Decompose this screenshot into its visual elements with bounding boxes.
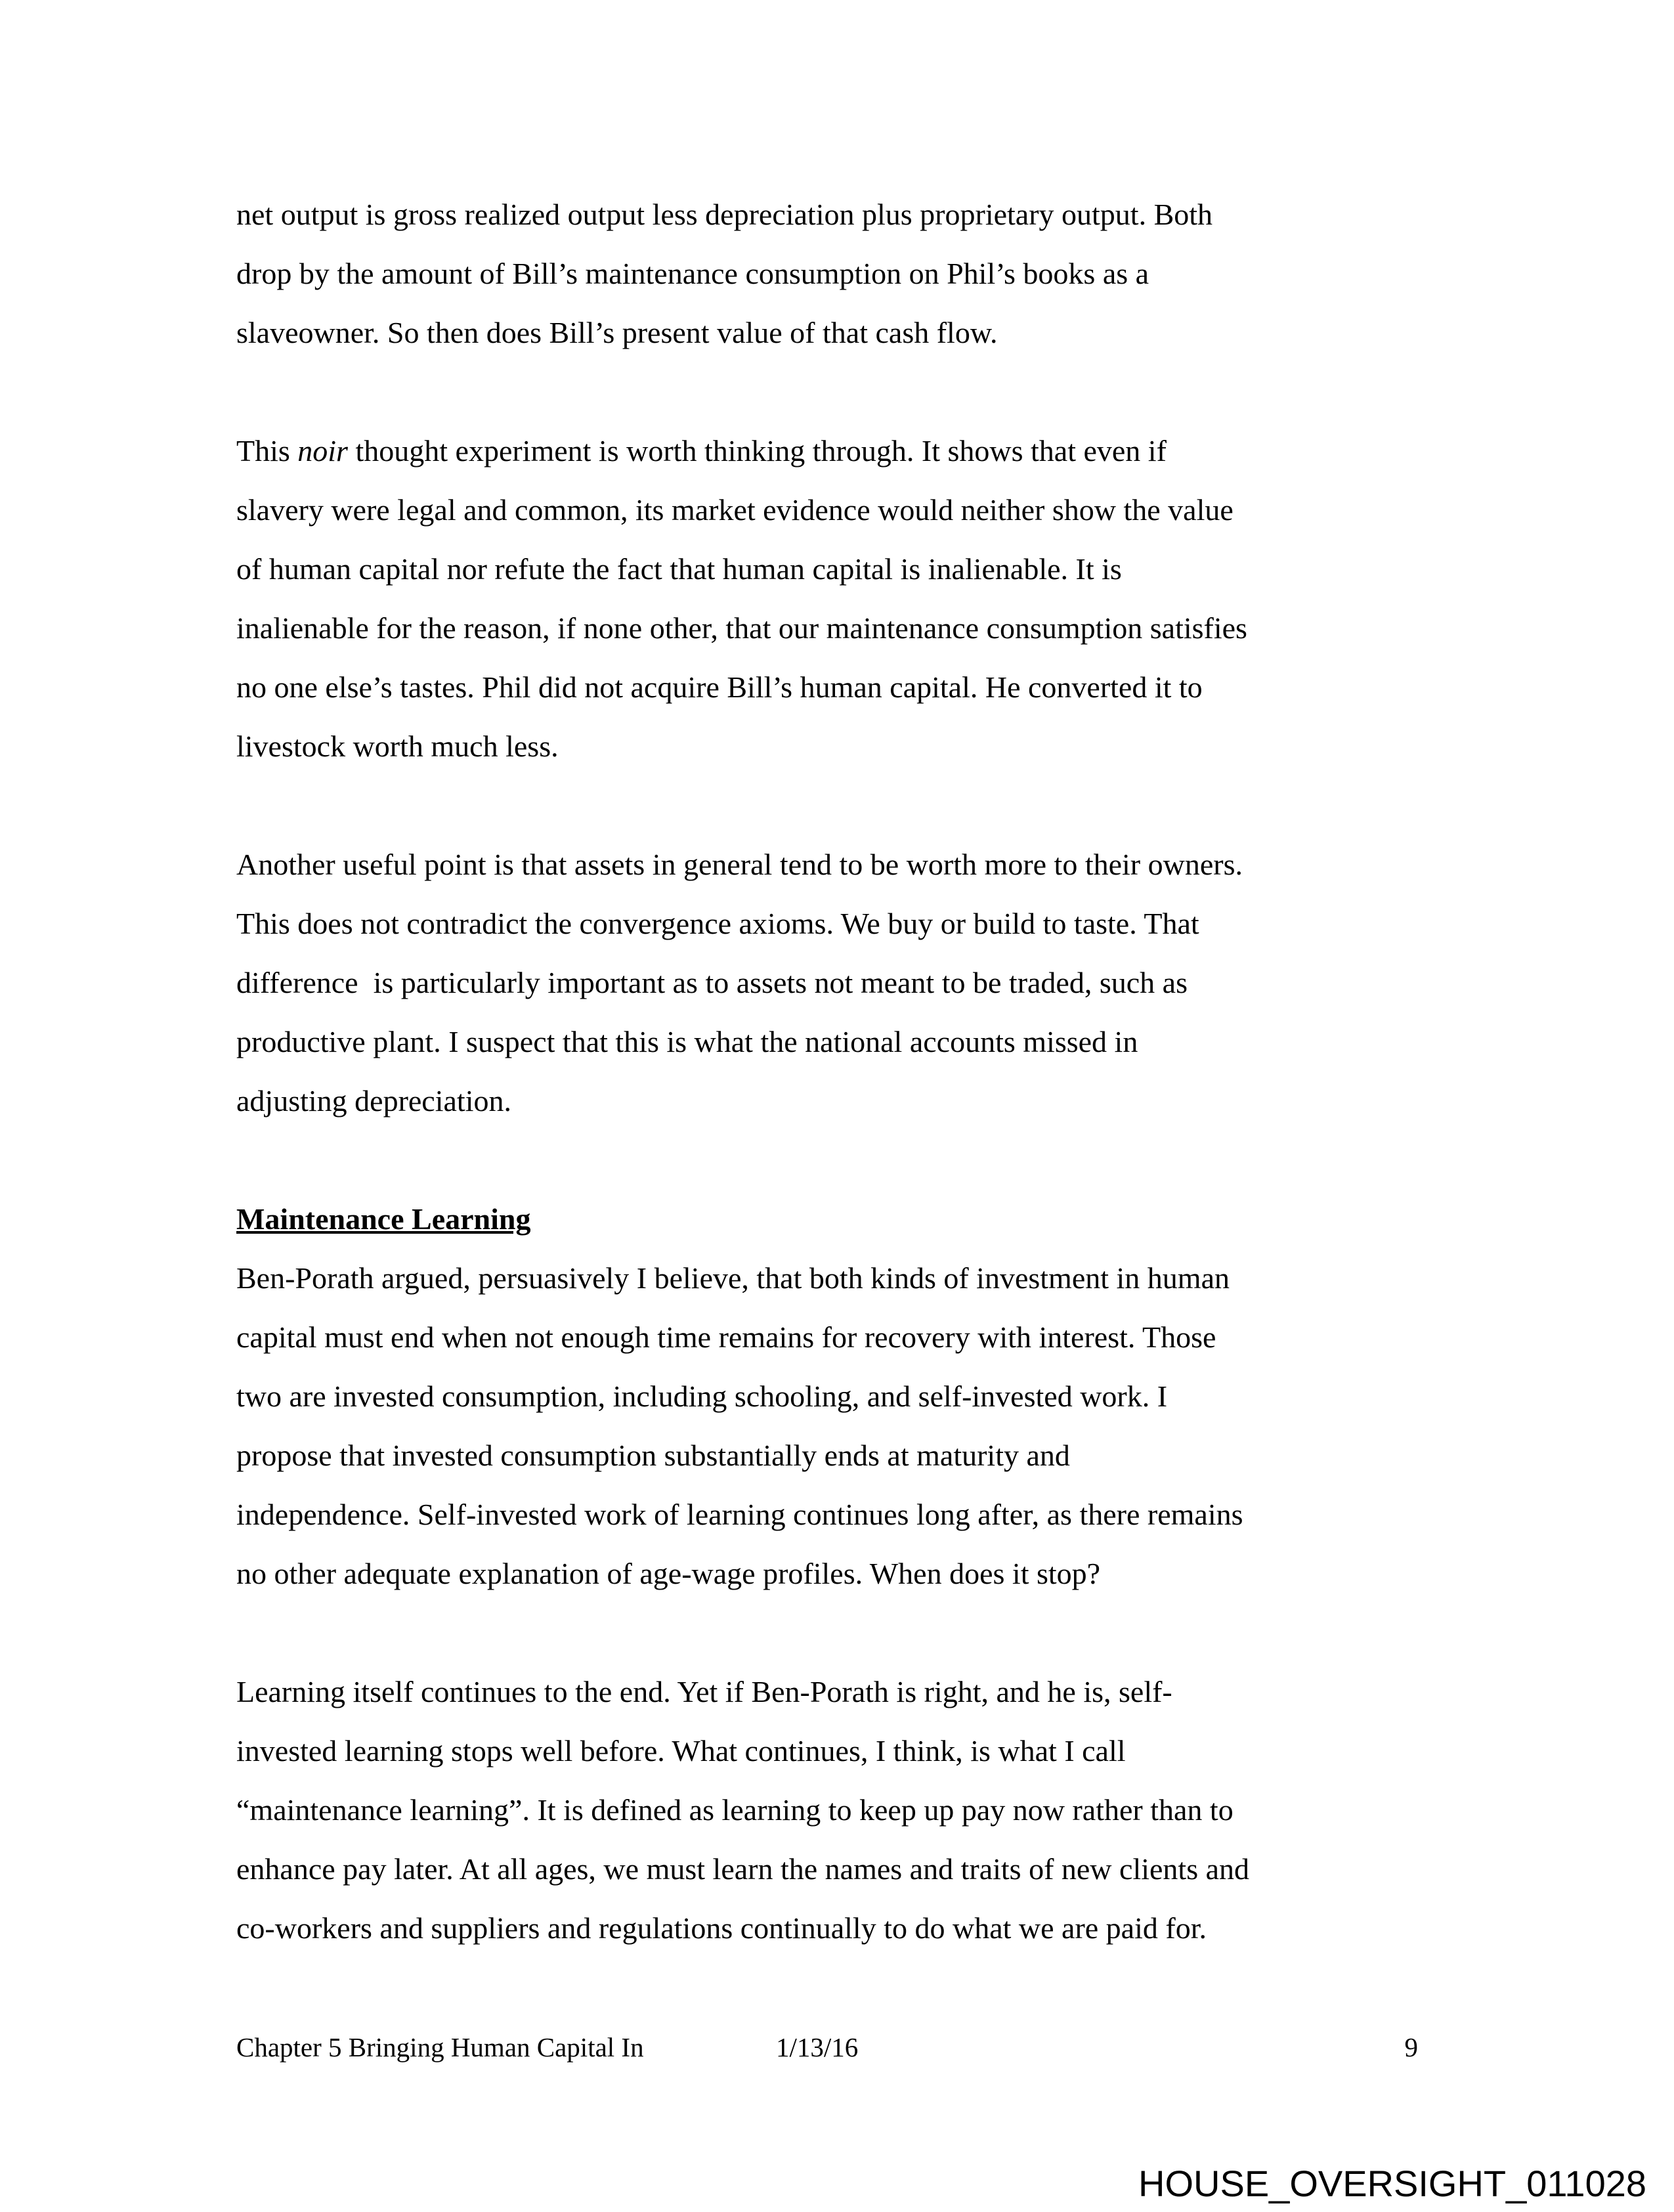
body-text-line: Learning itself continues to the end. Yet if Ben-Porath is right, and he is, self- (236, 1675, 1172, 1708)
body-text-line: no one else’s tastes. Phil did not acquire Bill’s human capital. He converted it to (236, 670, 1203, 704)
body-text-line: independence. Self-invested work of learning continues long after, as there remains (236, 1498, 1243, 1531)
section-heading: Maintenance Learning (236, 1202, 531, 1236)
body-text-line: two are invested consumption, including schooling, and self-invested work. I (236, 1379, 1168, 1413)
paragraph-1 (236, 185, 1425, 362)
body-text-line: inalienable for the reason, if none other, that our maintenance consumption satisfies (236, 611, 1247, 645)
paragraph-2 (236, 422, 1425, 776)
body-text-line: invested learning stops well before. What continues, I think, is what I call (236, 1734, 1126, 1767)
bates-stamp: HOUSE_OVERSIGHT_011028 (1138, 2163, 1646, 2204)
body-text-line: productive plant. I suspect that this is what the national accounts missed in (236, 1025, 1138, 1058)
body-text-line: slavery were legal and common, its market evidence would neither show the value (236, 493, 1234, 527)
body-text-line: net output is gross realized output less depreciation plus proprietary output. Both (236, 198, 1213, 231)
paragraph-5 (236, 1662, 1425, 1958)
body-text-segment: This (236, 434, 298, 467)
footer-chapter-title: Chapter 5 Bringing Human Capital In (236, 2032, 644, 2062)
body-text-line: drop by the amount of Bill’s maintenance consumption on Phil’s books as a (236, 257, 1149, 290)
body-text-line: Another useful point is that assets in general tend to be worth more to their owners. (236, 848, 1243, 881)
body-text-line: adjusting depreciation. (236, 1084, 511, 1117)
body-text-segment: thought experiment is worth thinking through. It shows that even if (347, 434, 1167, 467)
body-text-line: “maintenance learning”. It is defined as learning to keep up pay now rather than to (236, 1793, 1234, 1827)
body-text-line: no other adequate explanation of age-wage profiles. When does it stop? (236, 1557, 1101, 1590)
italic-word: noir (297, 434, 348, 467)
page-footer (236, 2028, 1418, 2067)
body-text-line: slaveowner. So then does Bill’s present value of that cash flow. (236, 316, 998, 349)
document-body (236, 185, 1425, 2017)
body-text-line: livestock worth much less. (236, 729, 559, 763)
body-text-line: capital must end when not enough time remains for recovery with interest. Those (236, 1320, 1216, 1354)
body-text-line: co-workers and suppliers and regulations continually to do what we are paid for. (236, 1911, 1207, 1945)
body-text-line: enhance pay later. At all ages, we must learn the names and traits of new clients and (236, 1852, 1250, 1886)
footer-page-number: 9 (1404, 2032, 1418, 2062)
body-text-line: This does not contradict the convergence axioms. We buy or build to taste. That (236, 907, 1199, 940)
body-text-line: of human capital nor refute the fact that human capital is inalienable. It is (236, 552, 1122, 586)
body-text-line: propose that invested consumption substantially ends at maturity and (236, 1439, 1070, 1472)
footer-date: 1/13/16 (776, 2032, 859, 2062)
body-text-line: Ben-Porath argued, persuasively I believe, that both kinds of investment in human (236, 1261, 1230, 1295)
paragraph-3 (236, 835, 1425, 1131)
body-text-line: difference is particularly important as to assets not meant to be traded, such as (236, 966, 1188, 999)
body-text-line (236, 422, 1425, 481)
section-maintenance-learning (236, 1190, 1425, 1603)
